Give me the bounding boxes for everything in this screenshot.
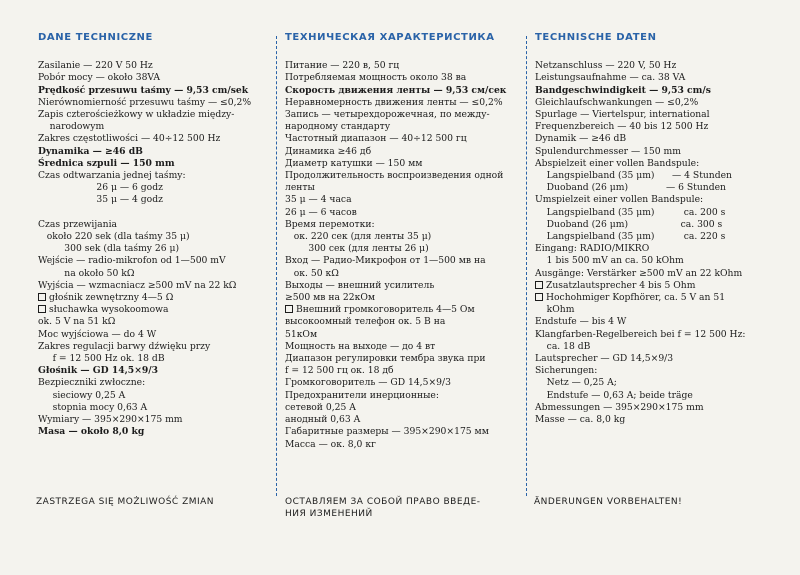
spec-text: Zapis czterościeżkowy w układzie między- bbox=[38, 109, 235, 121]
spec-text: ok. 5 V na 51 kΩ bbox=[38, 316, 116, 328]
spec-line bbox=[285, 133, 517, 145]
spec-line bbox=[38, 170, 263, 182]
spec-text: Dynamika — ≥46 dB bbox=[38, 145, 143, 157]
russian-footer-note: ОСТАВЛЯЕМ ЗА СОБОЙ ПРАВО ВВЕДЕ- НИЯ ИЗМЕНЕНИЙ bbox=[285, 497, 481, 519]
spec-text: Zasilanie — 220 V 50 Hz bbox=[38, 60, 153, 72]
spec-line bbox=[38, 304, 263, 316]
spec-line bbox=[38, 353, 263, 365]
spec-text: 35 μ — 4 godz bbox=[38, 194, 163, 206]
spec-line bbox=[535, 158, 767, 170]
spec-text: sieciowy 0,25 A bbox=[38, 389, 126, 401]
spec-text: Частотный диапазон — 40÷12 500 гц bbox=[285, 133, 467, 145]
spec-line bbox=[38, 268, 263, 280]
spec-line bbox=[535, 280, 767, 292]
spec-text: Bandgeschwindigkeit — 9,53 cm/s bbox=[535, 84, 711, 96]
spec-line bbox=[285, 268, 517, 280]
spec-line bbox=[535, 304, 767, 316]
spec-text: Spulendurchmesser — 150 mm bbox=[535, 145, 681, 157]
spec-text: Вход — Радио-Микрофон от 1—500 мв на bbox=[285, 255, 486, 267]
spec-line bbox=[285, 292, 517, 304]
spec-text: Abspielzeit einer vollen Bandspule: bbox=[535, 157, 700, 169]
spec-line bbox=[285, 146, 517, 158]
spec-text: Klangfarben-Regelbereich bei f = 12 500 Hz: bbox=[535, 328, 746, 340]
spec-text: 26 μ — 6 часов bbox=[285, 206, 357, 218]
spec-line bbox=[535, 243, 767, 255]
polish-heading: DANE TECHNICZNE bbox=[38, 32, 153, 43]
spec-line bbox=[535, 97, 767, 109]
spec-text: Netzanschluss — 220 V, 50 Hz bbox=[535, 60, 677, 72]
spec-line bbox=[285, 97, 517, 109]
polish-spec-list bbox=[38, 60, 263, 438]
spec-text: Frequenzbereich — 40 bis 12 500 Hz bbox=[535, 121, 709, 133]
spec-line bbox=[285, 316, 517, 328]
spec-line bbox=[285, 353, 517, 365]
spec-text: Выходы — внешний усилитель bbox=[285, 279, 435, 291]
spec-line bbox=[38, 219, 263, 231]
spec-line bbox=[38, 255, 263, 267]
spec-line bbox=[535, 121, 767, 133]
spec-line bbox=[38, 390, 263, 402]
spec-text: Czas przewijania bbox=[38, 218, 117, 230]
spec-line bbox=[38, 402, 263, 414]
spec-line bbox=[535, 292, 767, 304]
spec-text: ca. 18 dB bbox=[535, 340, 591, 352]
spec-text: Неравномерность движения ленты — ≤0,2% bbox=[285, 96, 503, 108]
spec-line bbox=[285, 390, 517, 402]
spec-text: Nierównomierność przesuwu taśmy — ≤0,2% bbox=[38, 96, 252, 108]
speaker-icon bbox=[535, 293, 543, 301]
spec-line bbox=[535, 402, 767, 414]
spec-text: słuchawka wysokoomowa bbox=[49, 304, 169, 316]
spec-line bbox=[285, 72, 517, 84]
spec-line bbox=[38, 414, 263, 426]
spec-line bbox=[38, 158, 263, 170]
spec-text: Bezpieczniki zwłoczne: bbox=[38, 377, 146, 389]
german-column bbox=[535, 32, 767, 426]
spec-text: Netz — 0,25 A; bbox=[535, 377, 617, 389]
spec-text: Масса — ок. 8,0 кг bbox=[285, 438, 376, 450]
spec-line bbox=[38, 60, 263, 72]
spec-text: 35 μ — 4 часа bbox=[285, 194, 352, 206]
speaker-icon bbox=[535, 281, 543, 289]
spec-text: Abmessungen — 395×290×175 mm bbox=[535, 401, 704, 413]
spec-text: 300 сек (для ленты 26 μ) bbox=[285, 243, 429, 255]
spec-text: 300 sek (dla taśmy 26 μ) bbox=[38, 243, 180, 255]
spec-line bbox=[285, 231, 517, 243]
spec-text: Langspielband (35 μm) ca. 220 s bbox=[535, 231, 726, 243]
spec-line bbox=[285, 414, 517, 426]
spec-text: Громкоговоритель — GD 14,5×9/3 bbox=[285, 377, 451, 389]
spec-text: 51кОм bbox=[285, 328, 318, 340]
speaker-icon bbox=[38, 293, 46, 301]
spec-text: Продолжительность воспроизведения одной bbox=[285, 170, 504, 182]
spec-line bbox=[535, 390, 767, 402]
spec-line bbox=[38, 133, 263, 145]
spec-line bbox=[535, 182, 767, 194]
spec-text: ок. 220 сек (для ленты 35 μ) bbox=[285, 231, 432, 243]
spec-text: Gleichlaufschwankungen — ≤0,2% bbox=[535, 96, 699, 108]
spec-line bbox=[285, 280, 517, 292]
spec-text: ок. 50 кΩ bbox=[285, 267, 339, 279]
spec-line bbox=[38, 329, 263, 341]
spec-text: высокоомный телефон ок. 5 В на bbox=[285, 316, 446, 328]
spec-text: Langspielband (35 μm) ca. 200 s bbox=[535, 206, 726, 218]
spec-line bbox=[535, 268, 767, 280]
german-spec-list bbox=[535, 60, 767, 426]
spec-text: Габаритные размеры — 395×290×175 мм bbox=[285, 426, 489, 438]
spec-text: Lautsprecher — GD 14,5×9/3 bbox=[535, 353, 674, 365]
spec-line bbox=[38, 341, 263, 353]
spec-text: f = 12 500 гц ок. 18 дб bbox=[285, 365, 394, 377]
russian-spec-list bbox=[285, 60, 517, 451]
spec-text: Prędkość przesuwu taśmy — 9,53 cm/sek bbox=[38, 84, 249, 96]
speaker-icon bbox=[285, 305, 293, 313]
spec-text: сетевой 0,25 A bbox=[285, 401, 356, 413]
german-heading: TECHNISCHE DATEN bbox=[535, 32, 657, 43]
spec-line bbox=[535, 414, 767, 426]
spec-text: kOhm bbox=[535, 304, 575, 316]
spec-text: około 220 sek (dla taśmy 35 μ) bbox=[38, 231, 190, 243]
spec-text: narodowym bbox=[38, 121, 105, 133]
spec-text: Głośnik — GD 14,5×9/3 bbox=[38, 365, 159, 377]
spec-line bbox=[535, 377, 767, 389]
spec-text: Zusatzlautsprecher 4 bis 5 Ohm bbox=[546, 279, 696, 291]
spec-line bbox=[535, 316, 767, 328]
spec-text: Динамика ≥46 дб bbox=[285, 145, 372, 157]
spec-text: Ausgänge: Verstärker ≥500 mV an 22 kOhm bbox=[535, 267, 743, 279]
spec-text: Duoband (26 μm) ca. 300 s bbox=[535, 218, 723, 230]
spec-text: Langspielband (35 μm) — 4 Stunden bbox=[535, 170, 732, 182]
spec-text: Masa — około 8,0 kg bbox=[38, 426, 145, 438]
spec-line bbox=[535, 194, 767, 206]
spec-line bbox=[285, 207, 517, 219]
spec-line bbox=[285, 426, 517, 438]
spec-line bbox=[38, 85, 263, 97]
spec-line bbox=[38, 426, 263, 438]
spec-line bbox=[535, 207, 767, 219]
spec-text: Запись — четырехдорожечная, по между- bbox=[285, 109, 490, 121]
spec-text: Sicherungen: bbox=[535, 365, 598, 377]
spec-line bbox=[535, 146, 767, 158]
spec-text: Предохранители инерционные: bbox=[285, 389, 439, 401]
spec-line bbox=[535, 231, 767, 243]
spec-line bbox=[535, 60, 767, 72]
spec-text: Pobór mocy — około 38VA bbox=[38, 72, 161, 84]
spec-line bbox=[285, 158, 517, 170]
spec-line bbox=[535, 72, 767, 84]
spec-line bbox=[285, 365, 517, 377]
spec-text: Wymiary — 395×290×175 mm bbox=[38, 414, 183, 426]
spec-text: ленты bbox=[285, 182, 315, 194]
spec-line bbox=[535, 133, 767, 145]
spec-line bbox=[285, 170, 517, 182]
spec-text: Leistungsaufnahme — ca. 38 VA bbox=[535, 72, 686, 84]
spec-text: анодный 0,63 A bbox=[285, 414, 361, 426]
column-divider bbox=[526, 36, 527, 496]
spec-text: Endstufe — bis 4 W bbox=[535, 316, 627, 328]
spec-line bbox=[285, 304, 517, 316]
spec-text: Wyjścia — wzmacniacz ≥500 mV na 22 kΩ bbox=[38, 279, 237, 291]
spec-line bbox=[535, 353, 767, 365]
spec-text: Masse — ca. 8,0 kg bbox=[535, 414, 626, 426]
spec-text: Hochohmiger Kopfhörer, ca. 5 V an 51 bbox=[546, 292, 726, 304]
spec-line bbox=[38, 182, 263, 194]
spec-text: Zakres regulacji barwy dźwięku przy bbox=[38, 340, 211, 352]
spec-line bbox=[38, 194, 263, 206]
spec-text: народному стандарту bbox=[285, 121, 391, 133]
column-divider bbox=[276, 36, 277, 496]
spec-line bbox=[285, 439, 517, 451]
spec-text: głośnik zewnętrzny 4—5 Ω bbox=[49, 292, 174, 304]
spec-text: Umspielzeit einer vollen Bandspule: bbox=[535, 194, 704, 206]
russian-column bbox=[285, 32, 517, 451]
spec-text: Dynamik — ≥46 dB bbox=[535, 133, 627, 145]
spec-line bbox=[38, 316, 263, 328]
spec-line bbox=[285, 219, 517, 231]
spec-line bbox=[38, 121, 263, 133]
spec-line bbox=[38, 146, 263, 158]
spec-text: Endstufe — 0,63 A; beide träge bbox=[535, 389, 693, 401]
spec-line bbox=[285, 255, 517, 267]
spec-text: Eingang: RADIO/MIKRO bbox=[535, 243, 650, 255]
spec-line bbox=[38, 280, 263, 292]
spec-text: Скорость движения ленты — 9,53 см/сек bbox=[285, 84, 507, 96]
spec-line bbox=[285, 121, 517, 133]
german-footer-note: ÄNDERUNGEN VORBEHALTEN! bbox=[534, 497, 683, 507]
spec-text: ≥500 мв на 22кОм bbox=[285, 292, 376, 304]
russian-heading: ТЕХНИЧЕСКАЯ ХАРАКТЕРИСТИКА bbox=[285, 32, 495, 43]
spec-text: Мощность на выходе — до 4 вт bbox=[285, 340, 436, 352]
spec-line bbox=[535, 85, 767, 97]
spec-line bbox=[38, 231, 263, 243]
spec-text: Spurlage — Viertelspur, international bbox=[535, 109, 710, 121]
spec-line bbox=[285, 109, 517, 121]
spec-line bbox=[535, 109, 767, 121]
spec-text: Czas odtwarzania jednej taśmy: bbox=[38, 170, 186, 182]
spec-line bbox=[535, 329, 767, 341]
spec-text: Moc wyjściowa — do 4 W bbox=[38, 328, 157, 340]
spec-text: Диаметр катушки — 150 мм bbox=[285, 157, 423, 169]
spec-line bbox=[285, 329, 517, 341]
spec-text: Średnica szpuli — 150 mm bbox=[38, 157, 175, 169]
spec-line bbox=[285, 402, 517, 414]
polish-column bbox=[38, 32, 263, 439]
spec-line bbox=[38, 243, 263, 255]
spec-text: Питание — 220 в, 50 гц bbox=[285, 60, 400, 72]
polish-footer-note: ZASTRZEGA SIĘ MOŻLIWOŚĆ ZMIAN bbox=[36, 497, 215, 507]
spec-text: stopnia mocy 0,63 A bbox=[38, 401, 148, 413]
spec-line bbox=[535, 255, 767, 267]
spec-text: Zakres częstotliwości — 40÷12 500 Hz bbox=[38, 133, 221, 145]
spec-line bbox=[38, 377, 263, 389]
spec-text: Duoband (26 μm) — 6 Stunden bbox=[535, 182, 726, 194]
spec-text: Потребляемая мощность около 38 ва bbox=[285, 72, 467, 84]
spec-text: 26 μ — 6 godz bbox=[38, 182, 163, 194]
spec-line bbox=[38, 109, 263, 121]
spec-line bbox=[285, 377, 517, 389]
spec-line bbox=[285, 85, 517, 97]
spec-line bbox=[285, 341, 517, 353]
spec-line bbox=[38, 292, 263, 304]
spec-line bbox=[285, 194, 517, 206]
spec-line bbox=[535, 341, 767, 353]
spec-text: Время перемотки: bbox=[285, 218, 375, 230]
spec-text: Wejście — radio-mikrofon od 1—500 mV bbox=[38, 255, 226, 267]
spec-line bbox=[535, 365, 767, 377]
spec-line bbox=[285, 60, 517, 72]
spec-text: f = 12 500 Hz ok. 18 dB bbox=[38, 353, 165, 365]
spec-line bbox=[285, 243, 517, 255]
spec-line bbox=[535, 170, 767, 182]
spec-text: 1 bis 500 mV an ca. 50 kOhm bbox=[535, 255, 684, 267]
spec-line bbox=[38, 365, 263, 377]
spec-line bbox=[285, 182, 517, 194]
speaker-icon bbox=[38, 305, 46, 313]
spec-line bbox=[38, 72, 263, 84]
spec-line bbox=[38, 207, 263, 219]
spec-text: Диапазон регулировки тембра звука при bbox=[285, 353, 486, 365]
spec-text: na około 50 kΩ bbox=[38, 267, 135, 279]
spec-text: Внешний громкоговоритель 4—5 Ом bbox=[296, 304, 475, 316]
spec-line bbox=[535, 219, 767, 231]
spec-line bbox=[38, 97, 263, 109]
